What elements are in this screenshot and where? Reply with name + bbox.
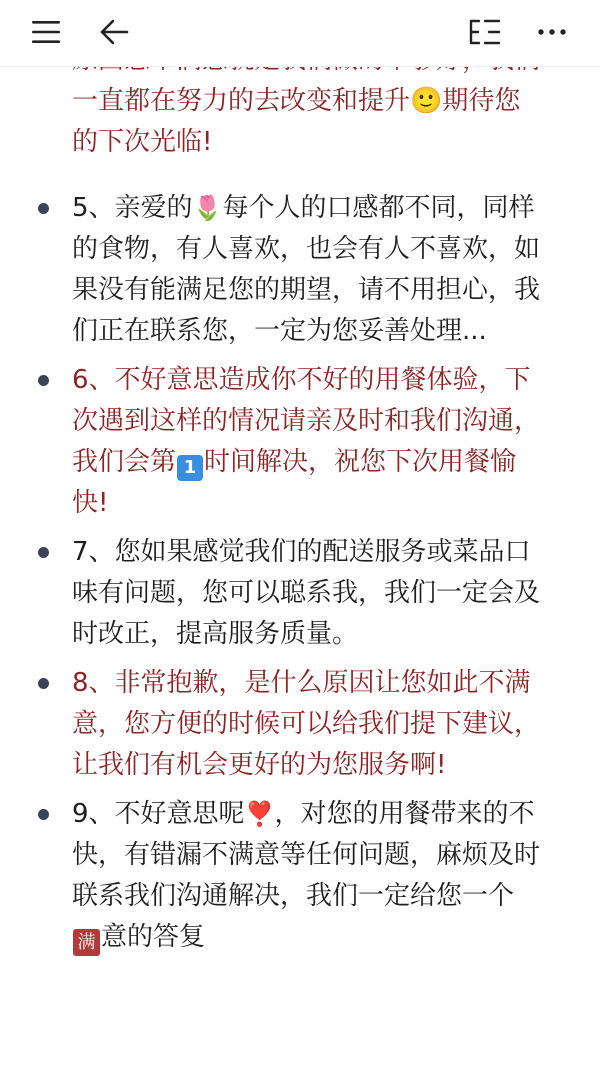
heart-exclamation-icon: ❣️	[244, 800, 275, 828]
back-arrow-icon[interactable]	[92, 12, 136, 52]
item-6-text-b: 时间解决，祝您下次用餐愉快!	[72, 447, 517, 518]
full-badge-icon: 满	[73, 929, 100, 956]
list-outline-icon[interactable]	[464, 12, 508, 52]
list-item-9	[0, 794, 542, 958]
item-9-text-c: 意的答复	[101, 922, 206, 952]
list-item-8	[0, 663, 542, 786]
bullet-icon	[38, 809, 49, 820]
item-9-text-b: ，对您的用餐带来的不快，有错漏不满意等任何问题，麻烦及时联系我们沟通解决，我们一定给您一个	[72, 799, 541, 911]
more-icon[interactable]	[530, 12, 574, 52]
top-toolbar	[0, 0, 600, 67]
keycap-one-icon: 1	[177, 455, 203, 481]
menu-icon[interactable]	[24, 12, 68, 52]
item-9-text-a: 9、不好意思呢	[72, 799, 245, 829]
bullet-icon	[38, 547, 49, 558]
item-7-text: 7、您如果感觉我们的配送服务或菜品口味有问题，您可以聪系我，我们一定会及时改正，提高服务质量。	[72, 537, 541, 649]
item-5-text-b: 每个人的口感都不同，同样的食物，有人喜欢，也会有人不喜欢，如果没有能满足您的期望，请不用担心，我们正在联系您，一定为您妥善处理...	[72, 193, 541, 346]
list-item-partial: 一直都在努力的去改变和提升🙂期待您的下次光临!	[72, 86, 521, 157]
tips-list	[0, 188, 600, 966]
item-5-text-a: 5、亲爱的	[72, 193, 193, 223]
tulip-icon: 🌷	[192, 194, 223, 222]
item-8-text: 8、非常抱歉，是什么原因让您如此不满意，您方便的时候可以给我们提下建议，让我们有机会更好的为您服务啊!	[72, 668, 541, 780]
article-content	[0, 66, 600, 1084]
bullet-icon	[38, 375, 49, 386]
list-item-6	[0, 360, 542, 524]
list-item-5	[0, 188, 542, 352]
list-item-7	[0, 532, 542, 655]
item-6-text-a: 6、不好意思造成你不好的用餐体验，下次遇到这样的情况请亲及时和我们沟通，我们会第	[72, 365, 541, 477]
bullet-icon	[38, 678, 49, 689]
bullet-icon	[38, 203, 49, 214]
